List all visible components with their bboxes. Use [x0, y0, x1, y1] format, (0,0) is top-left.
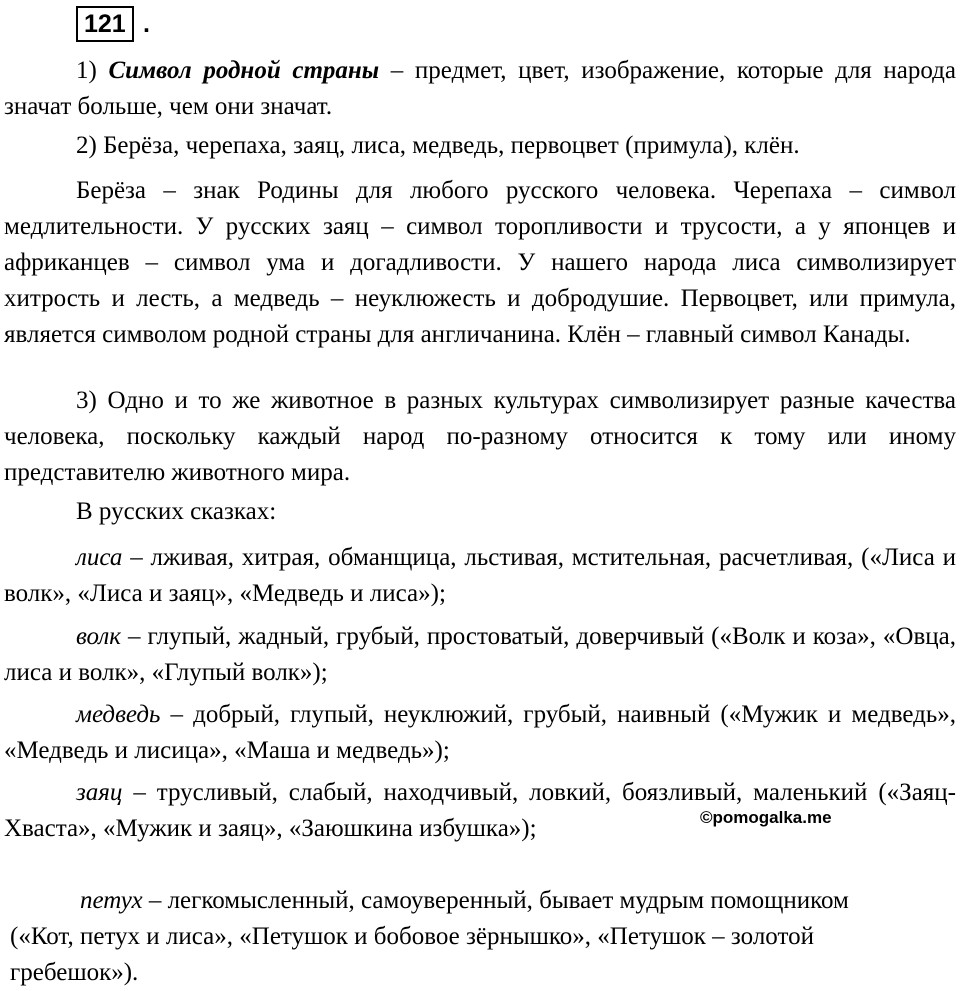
animal-description: – трусливый, слабый, находчивый, ловкий, боязливый, маленький («Заяц-Хваста», «Мужик и заяц», «Заюшкина избушка»);	[4, 779, 956, 842]
animal-description: – лживая, хитрая, обманщица, льстивая, мстительная, расчетливая, («Лиса и волк», «Лиса и заяц», «Медведь и лиса»);	[4, 544, 956, 607]
paragraph-3: Берёза – знак Родины для любого русского человека. Черепаха – символ медлительности. У русских заяц – символ торопливости и трусости, а у японцев и африканцев – символ ума и догадливости. У нашего народа лиса символизирует хитрость и лесть, а медведь – неуклюжесть и добродушие. Первоцвет, или примула, является символом родной страны для англичанина. Клён – главный символ Канады.	[4, 177, 956, 348]
animal-name: лиса	[76, 544, 123, 571]
animal-name: медведь	[76, 701, 161, 728]
animal-name: волк	[76, 623, 121, 650]
animal-name: заяц	[76, 779, 123, 806]
list-item-wolf	[4, 619, 956, 691]
animal-description: – легкомысленный, самоуверенный, бывает мудрым помощником («Кот, петух и лиса», «Петушок и бобовое зёрнышко», «Петушок – золотой гребешок»).	[10, 887, 849, 986]
paragraph-1-prefix: 1)	[76, 57, 109, 84]
animal-description: – глупый, жадный, грубый, простоватый, доверчивый («Волк и коза», «Овца, лиса и волк», «Глупый волк»);	[4, 623, 956, 686]
paragraph-4: 3) Одно и то же животное в разных культурах символизирует разные качества человека, поскольку каждый народ по-разному относится к тому или иному представителю животного мира.	[4, 387, 956, 486]
exercise-number-dot: .	[143, 10, 150, 38]
animal-description: – добрый, глупый, неуклюжий, грубый, наивный («Мужик и медведь», «Медведь и лисица», «Маша и медведь»);	[4, 701, 956, 764]
paragraph-1-term: Символ родной страны	[108, 57, 380, 84]
list-item-rooster	[10, 883, 910, 991]
animal-name: петух	[80, 887, 143, 914]
exercise-number: 121	[76, 6, 134, 42]
list-item-fox	[4, 540, 956, 612]
paragraph-1	[4, 53, 956, 125]
watermark: ©pomogalka.me	[700, 808, 832, 827]
paragraph-2: 2) Берёза, черепаха, заяц, лиса, медведь, первоцвет (примула), клён.	[76, 132, 800, 159]
list-item-bear	[4, 697, 956, 769]
paragraph-5: В русских сказках:	[76, 498, 277, 525]
paragraph-1-text: – предмет, цвет, изображение, которые для народа значат больше, чем они значат.	[4, 57, 956, 120]
